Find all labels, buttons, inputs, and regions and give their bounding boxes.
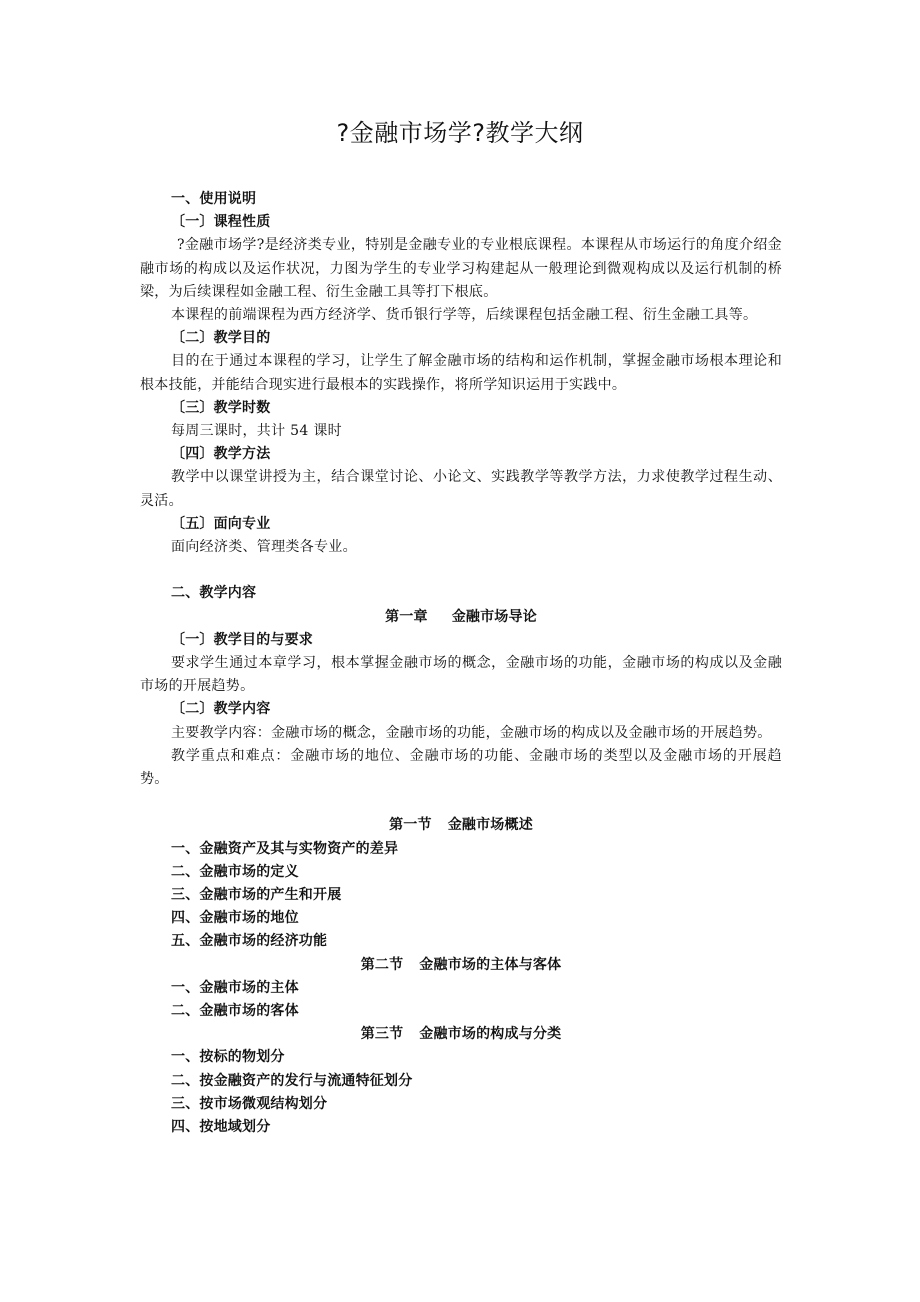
chapter-1-title	[140, 606, 782, 629]
document-title: ?金融市场学?教学大纲	[336, 119, 584, 147]
chapter-goal-paragraph: 要求学生通过本章学习，根本掌握金融市场的概念，金融市场的功能，金融市场的构成以及金融市场的开展趋势。	[140, 655, 782, 695]
section-3-item: 一、按标的物划分	[171, 1049, 285, 1066]
section-title: 金融市场的主体与客体	[419, 956, 562, 973]
spacer	[140, 791, 782, 814]
course-nature-heading: 〔一〕课程性质	[171, 214, 271, 231]
section-title: 金融市场概述	[447, 817, 533, 834]
section-2-item: 二、金融市场的客体	[171, 1003, 299, 1020]
section-number: 第二节	[360, 956, 404, 973]
section-3-item: 四、按地域划分	[171, 1119, 271, 1136]
section-3-title	[140, 1023, 782, 1046]
target-major-heading: 〔五〕面向专业	[171, 515, 271, 532]
course-nature-paragraph-1: ?金融市场学?是经济类专业，特别是金融专业的专业根底课程。本课程从市场运行的角度介绍金融市场的构成以及运作状况，力图为学生的专业学习构建起从一般理论到微观构成以及运行机制的桥梁，为后续课程如金融工程、衍生金融工具等打下根底。	[140, 237, 782, 300]
part1-heading: 一、使用说明	[171, 191, 257, 207]
chapter-key-points-paragraph: 教学重点和难点：金融市场的地位、金融市场的功能、金融市场的类型以及金融市场的开展趋势。	[140, 747, 782, 788]
document-body	[140, 188, 782, 1139]
teaching-hours-heading: 〔三〕教学时数	[171, 399, 271, 416]
section-3-item: 三、按市场微观结构划分	[171, 1095, 328, 1112]
chapter-content-heading: 〔二〕教学内容	[171, 701, 271, 718]
section-number: 第三节	[360, 1026, 404, 1043]
part2-heading: 二、教学内容	[171, 585, 257, 602]
teaching-method-heading: 〔四〕教学方法	[171, 446, 271, 463]
chapter-content-paragraph: 主要教学内容：金融市场的概念，金融市场的功能，金融市场的构成以及金融市场的开展趋势。	[171, 724, 772, 741]
teaching-goal-heading: 〔二〕教学目的	[171, 330, 271, 347]
course-nature-paragraph-2: 本课程的前端课程为西方经济学、货币银行学等，后续课程包括金融工程、衍生金融工具等。	[171, 307, 758, 324]
teaching-method-paragraph: 教学中以课堂讲授为主，结合课堂讨论、小论文、实践教学等教学方法，力求使教学过程生动、灵活。	[140, 469, 782, 509]
teaching-goal-paragraph: 目的在于通过本课程的学习，让学生了解金融市场的结构和运作机制，掌握金融市场根本理论和根本技能，并能结合现实进行最根本的实践操作，将所学知识运用于实践中。	[140, 353, 782, 393]
section-1-item: 三、金融市场的产生和开展	[171, 887, 342, 904]
target-major-paragraph: 面向经济类、管理类各专业。	[171, 539, 357, 556]
teaching-hours-paragraph: 每周三课时，共计 54 课时	[171, 423, 342, 440]
chapter-goal-heading: 〔一〕教学目的与要求	[171, 631, 313, 648]
section-1-item: 二、金融市场的定义	[171, 863, 299, 880]
section-1-title	[140, 814, 782, 837]
section-1-item: 五、金融市场的经济功能	[171, 933, 328, 950]
chapter-title: 金融市场导论	[451, 608, 537, 625]
section-2-title	[140, 954, 782, 977]
chapter-number: 第一章	[385, 608, 428, 625]
section-number: 第一节	[389, 817, 432, 834]
section-title: 金融市场的构成与分类	[419, 1026, 562, 1043]
section-1-item: 四、金融市场的地位	[171, 910, 299, 927]
section-3-item: 二、按金融资产的发行与流通特征划分	[171, 1072, 413, 1089]
section-1-item: 一、金融资产及其与实物资产的差异	[171, 840, 399, 857]
spacer	[140, 559, 782, 582]
section-2-item: 一、金融市场的主体	[171, 979, 299, 996]
